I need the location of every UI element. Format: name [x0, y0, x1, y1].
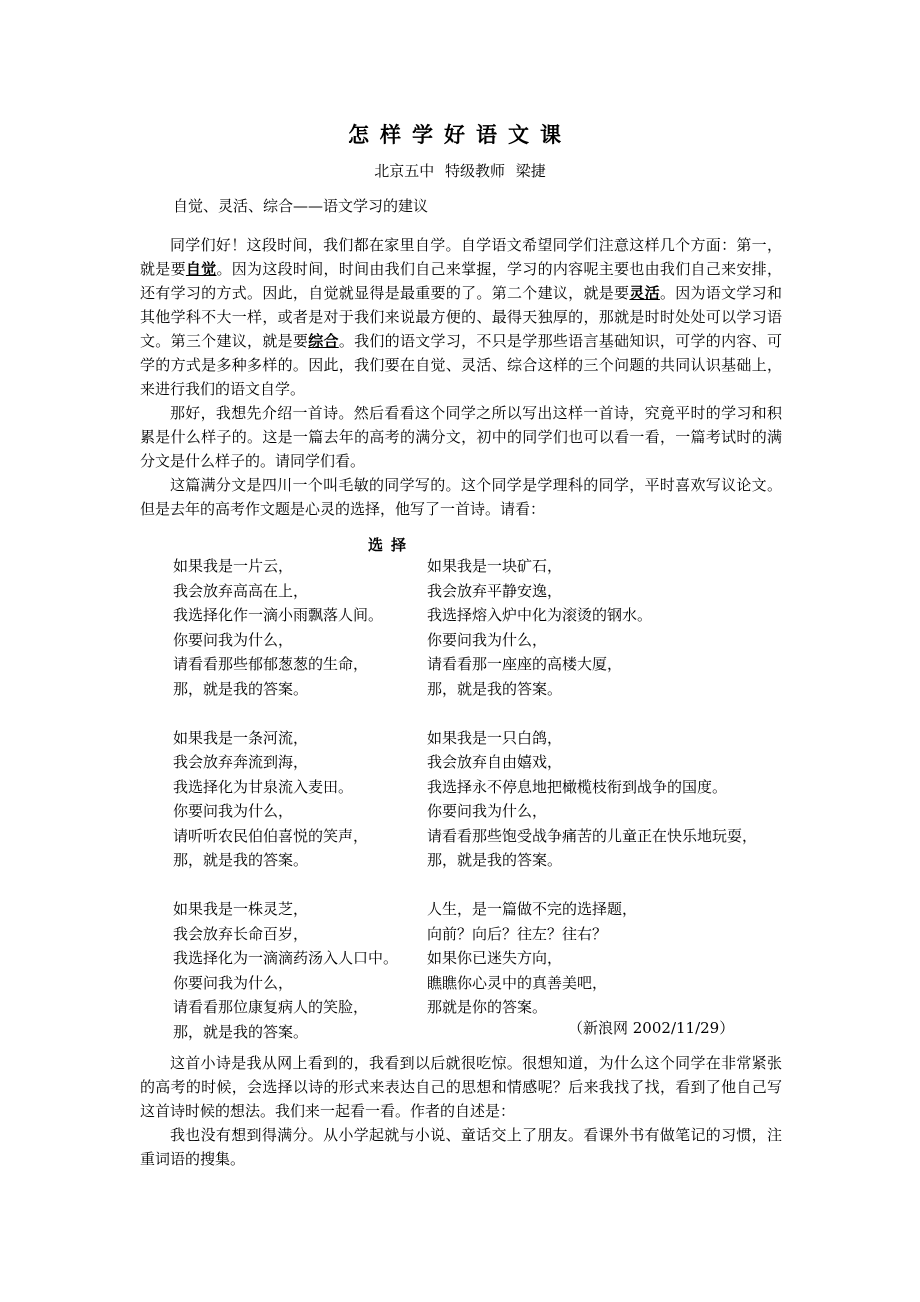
poem-line: 我会放弃奔流到海， [173, 753, 309, 771]
poem-line: 我选择化作一滴小雨飘落人间。 [173, 606, 384, 624]
poem-line: 人生，是一篇做不完的选择题， [427, 900, 638, 918]
paragraph-3: 这篇满分文是四川一个叫毛敏的同学写的。这个同学是学理科的同学，平时喜欢写议论文。但是去年的高考作文题是心灵的选择，他写了一首诗。请看： [140, 476, 782, 518]
poem-line: 如果你已迷失方向， [427, 949, 563, 967]
poem-line: 请看看那一座座的高楼大厦， [427, 655, 623, 673]
poem-left-column [173, 554, 398, 1069]
paragraph-4: 这首小诗是我从网上看到的，我看到以后就很吃惊。很想知道，为什么这个同学在非常紧张的高考的时候，会选择以诗的形式来表达自己的思想和情感呢？后来我找了找，看到了他自己写这首诗时候的想法。我们来一起看一看。作者的自述是： [140, 1054, 782, 1120]
poem-line: 你要问我为什么， [173, 802, 294, 820]
poem-line: 那就是你的答案。 [427, 998, 548, 1016]
paragraph-1 [140, 233, 782, 401]
poem-line: 我选择永不停息地把橄榄枝衔到战争的国度。 [427, 777, 728, 796]
keyword-zonghe: 综合 [308, 332, 339, 350]
poem-line: 请看看那位康复病人的笑脸， [173, 998, 369, 1016]
subject-heading: 自觉、灵活、综合——语文学习的建议 [173, 197, 429, 215]
poem-right-column [427, 554, 757, 1044]
para1-text-2: 。因为这段时间，时间由我们自己来掌握，学习的内容呢主要也由我们自己来安排，还有学习的方式。因此，自觉就显得是最重要的了。第二个建议，就是要 [140, 260, 782, 302]
para1-text-4: 。我们的语文学习，不只是学那些语言基础知识，可学的内容、可学的方式是多种多样的。因此，我们要在自觉、灵活、综合这样的三个问题的共同认识基础上，来进行我们的语文自学。 [140, 332, 782, 398]
keyword-zijue: 自觉 [185, 260, 217, 278]
poem-stanza [173, 726, 398, 873]
poem-line: 你要问我为什么， [173, 630, 294, 649]
poem-line: 你要问我为什么， [173, 973, 294, 992]
poem-title: 选择 [368, 536, 415, 554]
poem-line: 请听听农民伯伯喜悦的笑声， [173, 826, 369, 845]
poem-stanza [427, 897, 757, 1020]
poem-line: 那，就是我的答案。 [173, 679, 309, 698]
poem-stanza [173, 897, 398, 1044]
poem-line: 那，就是我的答案。 [173, 1022, 309, 1041]
intro-section [140, 233, 782, 521]
poem-line: 我选择化为一滴滴药汤入人口中。 [173, 949, 399, 967]
poem-line: 你要问我为什么， [427, 630, 548, 649]
poem-stanza [427, 554, 757, 701]
author-line: 北京五中 特级教师 梁捷 [374, 162, 546, 180]
poem-line: 请看看那些郁郁葱葱的生命， [173, 655, 369, 673]
poem-line: 向前？向后？往左？往右？ [427, 924, 608, 943]
poem-line: 我会放弃自由嬉戏， [427, 753, 563, 771]
paragraph-2: 那好，我想先介绍一首诗。然后看看这个同学之所以写出这样一首诗，究竟平时的学习和积累是什么样子的。这是一篇去年的高考的满分文，初中的同学们也可以看一看，一篇考试时的满分文是什么样子的。请同学们看。 [140, 404, 782, 470]
poem-line: 如果我是一条河流， [173, 728, 309, 747]
poem-stanza [427, 726, 757, 873]
poem-line: 我会放弃高高在上， [173, 581, 309, 600]
poem-line: 我会放弃长命百岁， [173, 924, 309, 943]
poem-line: 请看看那些饱受战争痛苦的儿童正在快乐地玩耍， [427, 826, 758, 845]
poem-line: 如果我是一株灵芝， [173, 900, 309, 918]
poem-line: 如果我是一块矿石， [427, 557, 563, 575]
keyword-linghuo: 灵活 [629, 284, 660, 302]
poem-line: 如果我是一片云， [173, 557, 294, 575]
poem-line: 那，就是我的答案。 [173, 851, 309, 869]
poem-source: （新浪网 2002/11/29） [568, 1019, 735, 1037]
poem-line: 我会放弃平静安逸， [427, 581, 563, 600]
poem-line: 那，就是我的答案。 [427, 679, 563, 698]
poem-line: 瞧瞧你心灵中的真善美吧， [427, 973, 608, 992]
poem-stanza [173, 554, 398, 701]
para1-text-1: 同学们好！这段时间，我们都在家里自学。自学语文希望同学们注意这样几个方面：第一，就是要 [140, 236, 782, 278]
poem-line: 我选择熔入炉中化为滚烫的钢水。 [427, 606, 653, 624]
poem-line: 你要问我为什么， [427, 802, 548, 820]
poem-line: 我选择化为甘泉流入麦田。 [173, 777, 354, 796]
paragraph-5: 我也没有想到得满分。从小学起就与小说、童话交上了朋友。看课外书有做笔记的习惯，注重词语的搜集。 [140, 1126, 782, 1168]
poem-line: 如果我是一只白鸽， [427, 728, 563, 747]
page-title: 怎样学好语文课 [348, 122, 572, 147]
closing-section [140, 1051, 782, 1171]
poem-line: 那，就是我的答案。 [427, 851, 563, 869]
para1-text-3: 。因为语文学习和其他学科不大一样，或者是对于我们来说最方便的、最得天独厚的，那就是时时处处可以学习语文。第三个建议，就是要 [140, 284, 782, 350]
